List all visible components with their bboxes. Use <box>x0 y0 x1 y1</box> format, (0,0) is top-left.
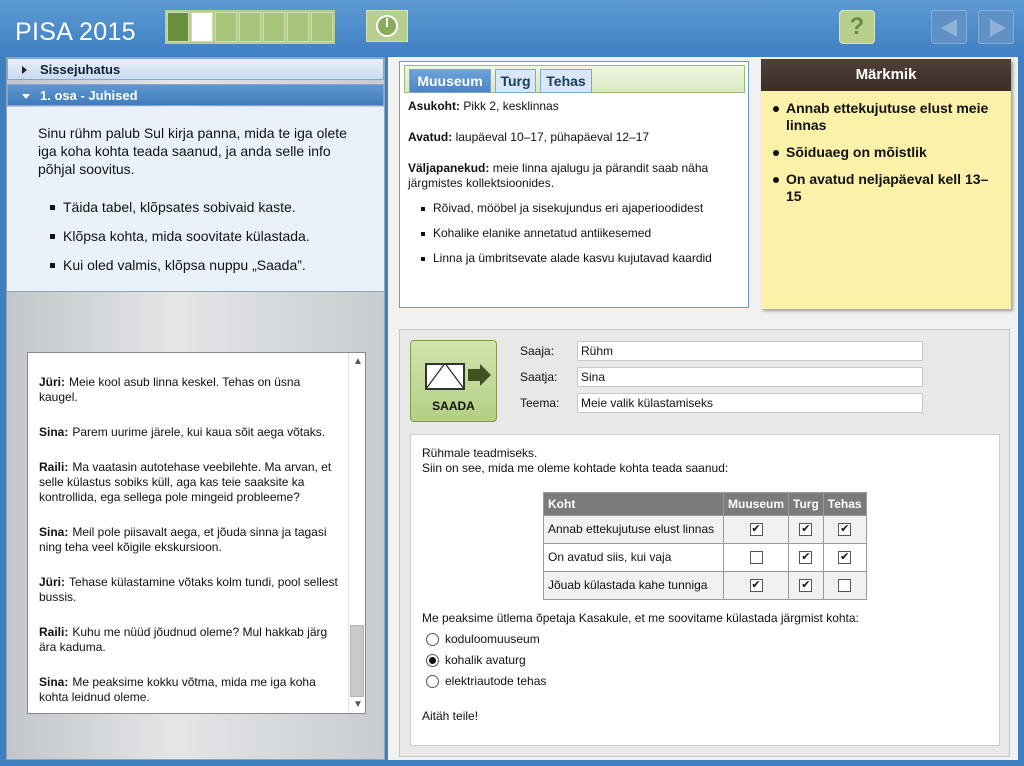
table-header: Turg <box>789 493 824 516</box>
table-row-label: Annab ettekujutuse elust linnas <box>544 516 724 544</box>
option-label: kohalik avaturg <box>445 652 526 667</box>
subject-label: Teema: <box>520 396 560 410</box>
message-intro: Siin on see, mida me oleme kohtade kohta teada saanud: <box>422 461 729 475</box>
arrow-left-icon <box>941 19 957 37</box>
instruction-item: Kui oled valmis, klõpsa nuppu „Saada”. <box>38 256 364 274</box>
exhibit-item: Rõivad, mööbel ja sisekujundus eri ajaperioodidest <box>408 201 744 216</box>
progress-cell <box>239 12 261 42</box>
table-row <box>544 572 867 600</box>
table-header: Muuseum <box>724 493 789 516</box>
checkbox[interactable]: ✔ <box>840 523 850 536</box>
scroll-thumb[interactable] <box>350 625 364 697</box>
arrow-right-icon <box>468 369 482 381</box>
notepad <box>761 59 1011 309</box>
chat-message <box>39 625 338 655</box>
progress-cell <box>191 12 213 42</box>
to-label: Saaja: <box>520 344 555 358</box>
caret-right-icon <box>22 66 27 74</box>
checkbox[interactable]: ✔ <box>751 523 761 536</box>
table-cell <box>789 572 824 600</box>
chat-message <box>39 525 338 555</box>
checkbox[interactable]: ✔ <box>801 523 811 536</box>
progress-bar <box>165 10 335 44</box>
address-line <box>408 99 744 114</box>
table-cell <box>789 544 824 572</box>
chat-text: Tehase külastamine võtaks kolm tundi, pool sellest bussis. <box>39 575 338 604</box>
message-body <box>410 434 1000 746</box>
left-panel <box>6 57 385 760</box>
chat-text: Kuhu me nüüd jõudnud oleme? Mul hakkab järg ära kaduma. <box>39 625 328 654</box>
timer-button[interactable] <box>366 10 408 42</box>
scroll-down-icon[interactable]: ▼ <box>353 699 363 710</box>
option-museum[interactable] <box>426 631 540 647</box>
notepad-item: Annab ettekujutuse elust meie linnas <box>771 100 1001 134</box>
send-button-label: SAADA <box>432 399 475 413</box>
table-cell <box>823 572 866 600</box>
chat-message <box>39 375 338 405</box>
chat-message <box>39 425 338 440</box>
accordion-intro[interactable] <box>7 58 384 80</box>
info-content <box>408 99 744 276</box>
chat-window <box>27 352 366 714</box>
address-label: Asukoht: <box>408 99 460 113</box>
send-button[interactable] <box>410 340 497 422</box>
checkbox[interactable] <box>750 551 763 564</box>
info-panel <box>399 61 749 308</box>
chat-text: Meie kool asub linna keskel. Tehas on üsna kaugel. <box>39 375 301 404</box>
to-field: Rühm <box>577 341 923 361</box>
instructions-text: Sinu rühm palub Sul kirja panna, mida te iga olete iga koha kohta teada saanud, ja anda selle info põhjal soovitus. <box>38 125 347 177</box>
chat-scrollbar[interactable] <box>348 353 365 713</box>
table-row-label: Jõuab külastada kahe tunniga <box>544 572 724 600</box>
table-cell <box>823 544 866 572</box>
table-cell <box>823 516 866 544</box>
subject-field: Meie valik külastamiseks <box>577 393 923 413</box>
table-row <box>544 544 867 572</box>
option-label: elektriautode tehas <box>445 673 547 688</box>
chat-text: Me peaksime kokku võtma, mida me iga koha kohta leidnud oleme. <box>39 675 316 704</box>
exhibit-item: Linna ja ümbritsevate alade kasvu kujutavad kaardid <box>408 251 744 266</box>
notepad-item: On avatud neljapäeval kell 13–15 <box>771 171 1001 205</box>
instruction-item: Klõpsa kohta, mida soovitate külastada. <box>38 227 364 245</box>
checkbox[interactable]: ✔ <box>751 579 761 592</box>
checkbox[interactable] <box>838 579 851 592</box>
from-label: Saatja: <box>520 370 558 384</box>
notepad-item: Sõiduaeg on mõistlik <box>771 144 1001 161</box>
instruction-item: Täida tabel, klõpsates sobivaid kaste. <box>38 198 364 216</box>
exhibits-value: meie linna ajalugu ja pärandit saab näha järgmistes kollektsioonides. <box>408 161 709 190</box>
radio-button[interactable] <box>426 633 439 646</box>
accordion-part1[interactable] <box>7 84 384 106</box>
chat-speaker: Raili: <box>39 625 69 639</box>
exhibits-label: Väljapanekud: <box>408 161 490 175</box>
message-closing: Aitäh teile! <box>422 709 479 723</box>
previous-button[interactable] <box>931 10 967 44</box>
table-row-label: On avatud siis, kui vaja <box>544 544 724 572</box>
checkbox[interactable]: ✔ <box>840 551 850 564</box>
table-cell <box>789 516 824 544</box>
table-cell <box>724 544 789 572</box>
progress-cell <box>263 12 285 42</box>
envelope-icon <box>425 363 465 390</box>
table-header: Koht <box>544 493 724 516</box>
arrow-right-icon <box>990 19 1006 37</box>
option-market[interactable] <box>426 652 526 668</box>
chat-text: Parem uurime järele, kui kaua sõit aega võtaks. <box>72 425 326 439</box>
notepad-title: Märkmik <box>761 59 1011 91</box>
clock-icon <box>376 15 398 37</box>
option-factory[interactable] <box>426 673 546 689</box>
app-title: PISA 2015 <box>15 18 136 46</box>
recommendation-prompt: Me peaksime ütlema õpetaja Kasakule, et me soovitame külastada järgmist kohta: <box>422 611 859 625</box>
progress-cell <box>167 12 189 42</box>
address-value: Pikk 2, kesklinnas <box>463 99 559 113</box>
help-button[interactable]: ? <box>839 10 875 44</box>
chat-text: Ma vaatasin autotehase veebilehte. Ma arvan, et selle külastus sobiks küll, aga kas teie saaksite ka kontrollida, ega sellega pole mingeid probleeme? <box>39 460 332 504</box>
exhibits-line <box>408 161 744 191</box>
instructions-panel <box>7 107 384 292</box>
scroll-up-icon[interactable]: ▲ <box>353 356 363 367</box>
next-button[interactable] <box>978 10 1014 44</box>
checkbox[interactable]: ✔ <box>801 579 811 592</box>
table-cell <box>724 572 789 600</box>
chat-message <box>39 460 338 505</box>
table-cell <box>724 516 789 544</box>
table-header: Tehas <box>823 493 866 516</box>
exhibits-list <box>408 201 744 266</box>
chat-speaker: Raili: <box>39 460 69 474</box>
chat-transcript <box>28 353 348 713</box>
instructions-list <box>38 198 364 274</box>
tab-museum[interactable]: Muuseum <box>409 69 491 93</box>
chat-speaker: Sina: <box>39 675 69 689</box>
chat-speaker: Jüri: <box>39 575 66 589</box>
opening-hours-value: laupäeval 10–17, pühapäeval 12–17 <box>455 130 650 144</box>
caret-down-icon <box>22 94 30 99</box>
from-field: Sina <box>577 367 923 387</box>
notepad-list <box>761 91 1011 205</box>
tab-factory[interactable]: Tehas <box>540 69 592 93</box>
progress-cell <box>215 12 237 42</box>
progress-cell <box>311 12 333 42</box>
exhibit-item: Kohalike elanike annetatud antiikesemed <box>408 226 744 241</box>
chat-message <box>39 675 338 705</box>
opening-hours-label: Avatud: <box>408 130 453 144</box>
option-label: koduloomuuseum <box>445 631 540 646</box>
checkbox[interactable]: ✔ <box>801 551 811 564</box>
table-header-row <box>544 493 867 516</box>
radio-button[interactable] <box>426 654 439 667</box>
opening-hours-line <box>408 130 744 145</box>
chat-message <box>39 575 338 605</box>
accordion-intro-label: Sissejuhatus <box>40 62 121 77</box>
email-panel <box>399 329 1010 757</box>
chat-speaker: Sina: <box>39 425 69 439</box>
header-bar <box>0 0 1024 56</box>
comparison-table <box>543 492 867 600</box>
chat-speaker: Jüri: <box>39 375 66 389</box>
chat-text: Meil pole piisavalt aega, et jõuda sinna ja tagasi ning teha veel kõigile ekskursioon. <box>39 525 327 554</box>
message-greeting: Rühmale teadmiseks. <box>422 446 538 460</box>
radio-button[interactable] <box>426 675 439 688</box>
progress-cell <box>287 12 309 42</box>
chat-speaker: Sina: <box>39 525 69 539</box>
tab-market[interactable]: Turg <box>495 69 536 93</box>
accordion-part1-label: 1. osa - Juhised <box>40 88 138 103</box>
tab-bar <box>404 65 745 93</box>
table-row <box>544 516 867 544</box>
